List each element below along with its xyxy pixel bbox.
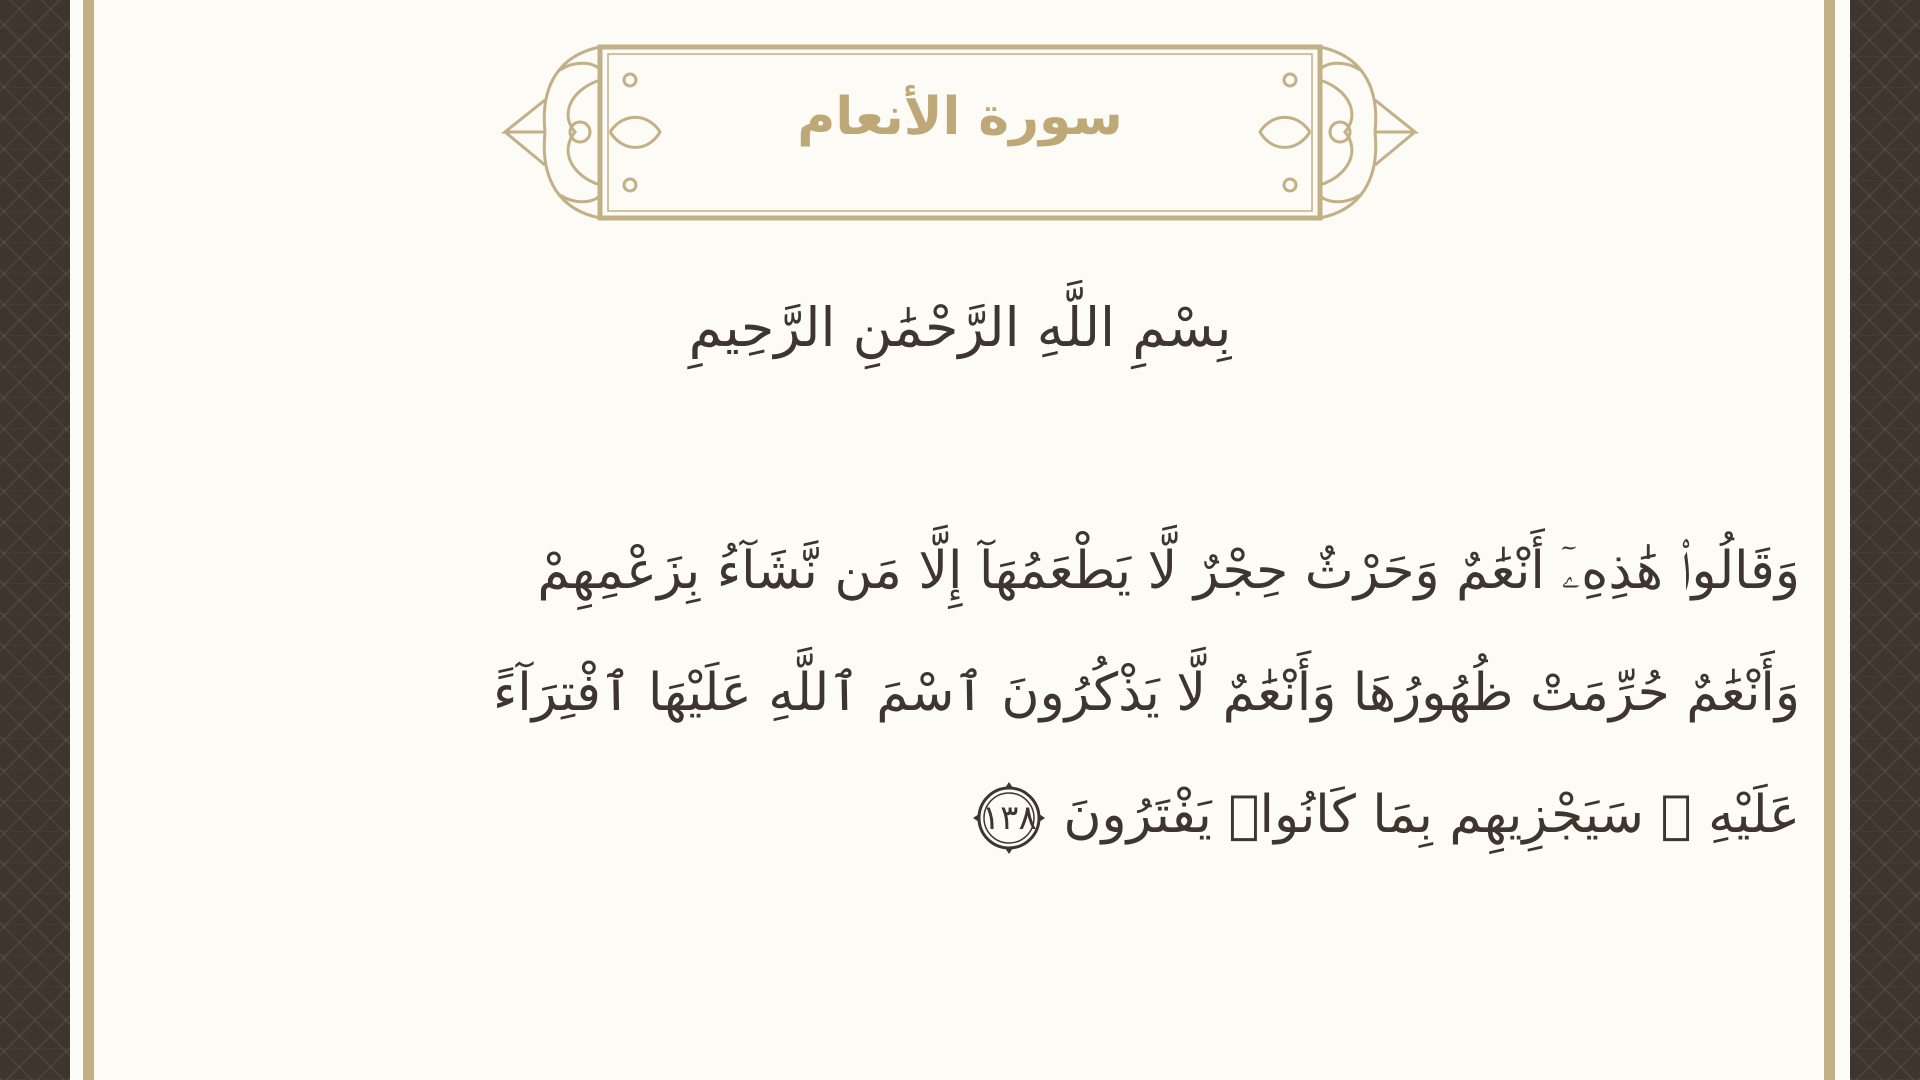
surah-title-cartouche <box>500 40 1420 225</box>
verse-line-2: وَأَنْعَٰمٌ حُرِّمَتْ ظُهُورُهَا وَأَنْعَٰمٌ لَّا يَذْكُرُونَ ٱسْمَ ٱللَّهِ عَلَيْهَا ٱفْتِرَآءً <box>492 663 1800 723</box>
left-gold-rule <box>83 0 94 1080</box>
verse-line-1: وَقَالُوا۟ هَٰذِهِۦٓ أَنْعَٰمٌ وَحَرْثٌ حِجْرٌ لَّا يَطْعَمُهَآ إِلَّا مَن نَّشَآءُ بِزَعْمِهِمْ <box>537 541 1800 601</box>
ayah-end-medallion-icon <box>973 782 1045 854</box>
verse-line-3-text: عَلَيْهِ ۚ سَيَجْزِيهِم بِمَا كَانُوا۟ يَفْتَرُونَ <box>1063 785 1800 845</box>
left-pattern-border <box>0 0 70 1080</box>
arabesque-ornament-right-icon <box>1260 47 1415 218</box>
verse-line-3 <box>240 754 1800 876</box>
surah-title: سورة الأنعام <box>797 87 1123 147</box>
right-gold-rule <box>1824 0 1835 1080</box>
right-pattern-border <box>1850 0 1920 1080</box>
basmala: بِسْمِ اللَّهِ الرَّحْمَٰنِ الرَّحِيمِ <box>688 296 1232 359</box>
ayah-number: ١٣٨ <box>981 798 1037 838</box>
arabesque-ornament-left-icon <box>505 47 660 218</box>
verse-text <box>240 510 1800 876</box>
